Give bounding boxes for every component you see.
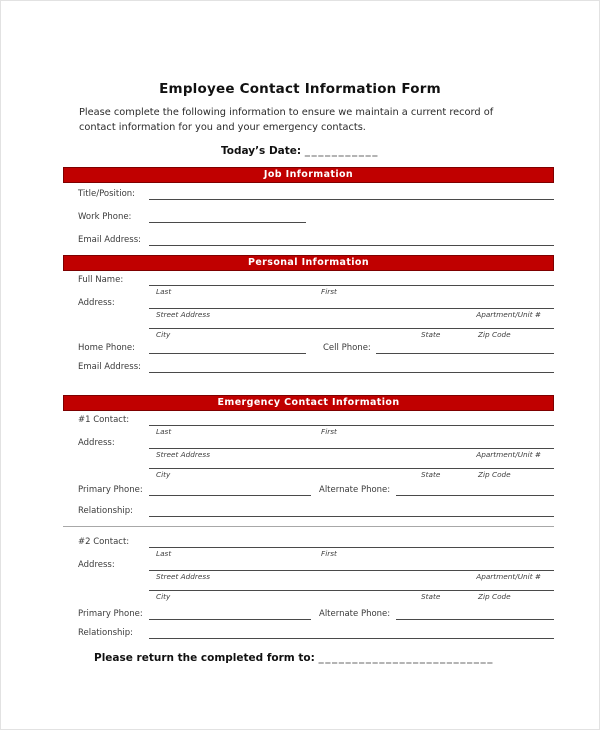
sublabel-apartment-unit: Apartment/Unit # bbox=[476, 310, 541, 319]
sublabel-zip-code: Zip Code bbox=[478, 592, 511, 601]
full-name-sublabels bbox=[149, 286, 554, 296]
job-email-label: Email Address: bbox=[78, 235, 141, 245]
todays-date-label: Today’s Date: bbox=[220, 145, 302, 157]
field-row-home-cell-phone bbox=[63, 339, 554, 354]
field-row-contact2-relationship bbox=[63, 620, 554, 639]
emergency-contact-1-block bbox=[63, 411, 554, 517]
contact2-street-sublabels bbox=[149, 571, 554, 581]
field-row-address-street bbox=[63, 296, 554, 309]
section-header-emergency-contact: Emergency Contact Information bbox=[63, 395, 554, 411]
section-header-job-information: Job Information bbox=[63, 167, 554, 183]
field-row-personal-email bbox=[63, 354, 554, 373]
emergency-contact-2-block bbox=[63, 527, 554, 639]
sublabel-street-address: Street Address bbox=[156, 310, 210, 319]
cell-phone-line[interactable] bbox=[376, 353, 554, 354]
sublabel-apartment-unit: Apartment/Unit # bbox=[476, 450, 541, 459]
sublabel-last: Last bbox=[156, 287, 172, 296]
field-row-address-city bbox=[63, 319, 554, 329]
contact1-relationship-line[interactable] bbox=[149, 516, 554, 517]
field-row-contact1-city bbox=[63, 459, 554, 469]
sublabel-state: State bbox=[421, 470, 441, 479]
contact2-primary-phone-line[interactable] bbox=[149, 619, 311, 620]
contact1-primary-phone-line[interactable] bbox=[149, 495, 311, 496]
contact2-alternate-phone-label: Alternate Phone: bbox=[319, 609, 391, 619]
sublabel-apartment-unit: Apartment/Unit # bbox=[476, 572, 541, 581]
sublabel-first: First bbox=[321, 287, 337, 296]
contact1-city-sublabels bbox=[149, 469, 554, 479]
contact2-primary-phone-label: Primary Phone: bbox=[78, 609, 143, 619]
contact2-relationship-line[interactable] bbox=[149, 638, 554, 639]
contact1-relationship-label: Relationship: bbox=[78, 506, 134, 516]
intro-text: Please complete the following information to ensure we maintain a current record of contact information for you and your emergency contacts. bbox=[79, 107, 494, 133]
sublabel-street-address: Street Address bbox=[156, 450, 210, 459]
sublabel-state: State bbox=[421, 592, 441, 601]
personal-email-line[interactable] bbox=[149, 372, 554, 373]
sublabel-last: Last bbox=[156, 427, 172, 436]
city-state-zip-sublabels bbox=[149, 329, 554, 339]
page-title: Employee Contact Information Form bbox=[159, 81, 441, 97]
street-address-sublabels bbox=[149, 309, 554, 319]
work-phone-label: Work Phone: bbox=[78, 212, 132, 222]
contact1-label: #1 Contact: bbox=[78, 415, 130, 425]
contact2-alternate-phone-line[interactable] bbox=[396, 619, 554, 620]
sublabel-city: City bbox=[156, 592, 171, 601]
contact2-label: #2 Contact: bbox=[78, 537, 130, 547]
field-row-contact1-name bbox=[63, 411, 554, 426]
field-row-contact1-phones bbox=[63, 479, 554, 496]
title-position-line[interactable] bbox=[149, 199, 554, 200]
home-phone-line[interactable] bbox=[149, 353, 306, 354]
section-header-personal-information: Personal Information bbox=[63, 255, 554, 271]
sublabel-city: City bbox=[156, 330, 171, 339]
footer-return-label: Please return the completed form to: bbox=[94, 652, 315, 664]
field-row-contact2-city bbox=[63, 581, 554, 591]
sublabel-city: City bbox=[156, 470, 171, 479]
cell-phone-label: Cell Phone: bbox=[323, 343, 371, 353]
contact2-relationship-label: Relationship: bbox=[78, 628, 134, 638]
sublabel-zip-code: Zip Code bbox=[478, 470, 511, 479]
field-row-job-email bbox=[63, 223, 554, 246]
contact1-alternate-phone-line[interactable] bbox=[396, 495, 554, 496]
sublabel-first: First bbox=[321, 549, 337, 558]
contact1-name-sublabels bbox=[149, 426, 554, 436]
field-row-work-phone bbox=[63, 200, 554, 223]
field-row-contact1-street bbox=[63, 436, 554, 449]
footer-return-row bbox=[94, 652, 599, 664]
field-row-title-position bbox=[63, 183, 554, 200]
home-phone-label: Home Phone: bbox=[78, 343, 135, 353]
contact1-primary-phone-label: Primary Phone: bbox=[78, 485, 143, 495]
contact2-name-sublabels bbox=[149, 548, 554, 558]
contact1-alternate-phone-label: Alternate Phone: bbox=[319, 485, 391, 495]
contact2-city-sublabels bbox=[149, 591, 554, 601]
sublabel-street-address: Street Address bbox=[156, 572, 210, 581]
contact2-address-label: Address: bbox=[78, 560, 115, 570]
sublabel-last: Last bbox=[156, 549, 172, 558]
sublabel-zip-code: Zip Code bbox=[478, 330, 511, 339]
job-email-line[interactable] bbox=[149, 245, 554, 246]
footer-return-blank[interactable]: __________________________ bbox=[318, 652, 494, 664]
field-row-contact1-relationship bbox=[63, 496, 554, 517]
personal-email-label: Email Address: bbox=[78, 362, 141, 372]
field-row-full-name bbox=[63, 271, 554, 286]
contact1-address-label: Address: bbox=[78, 438, 115, 448]
sublabel-first: First bbox=[321, 427, 337, 436]
field-row-contact2-street bbox=[63, 558, 554, 571]
sublabel-state: State bbox=[421, 330, 441, 339]
address-label: Address: bbox=[78, 298, 115, 308]
todays-date-row bbox=[1, 145, 599, 157]
full-name-label: Full Name: bbox=[78, 275, 124, 285]
contact1-street-sublabels bbox=[149, 449, 554, 459]
field-row-contact2-phones bbox=[63, 601, 554, 620]
field-row-contact2-name bbox=[63, 527, 554, 548]
work-phone-line[interactable] bbox=[149, 222, 306, 223]
title-position-label: Title/Position: bbox=[78, 189, 136, 199]
todays-date-blank[interactable]: ___________ bbox=[304, 145, 380, 157]
